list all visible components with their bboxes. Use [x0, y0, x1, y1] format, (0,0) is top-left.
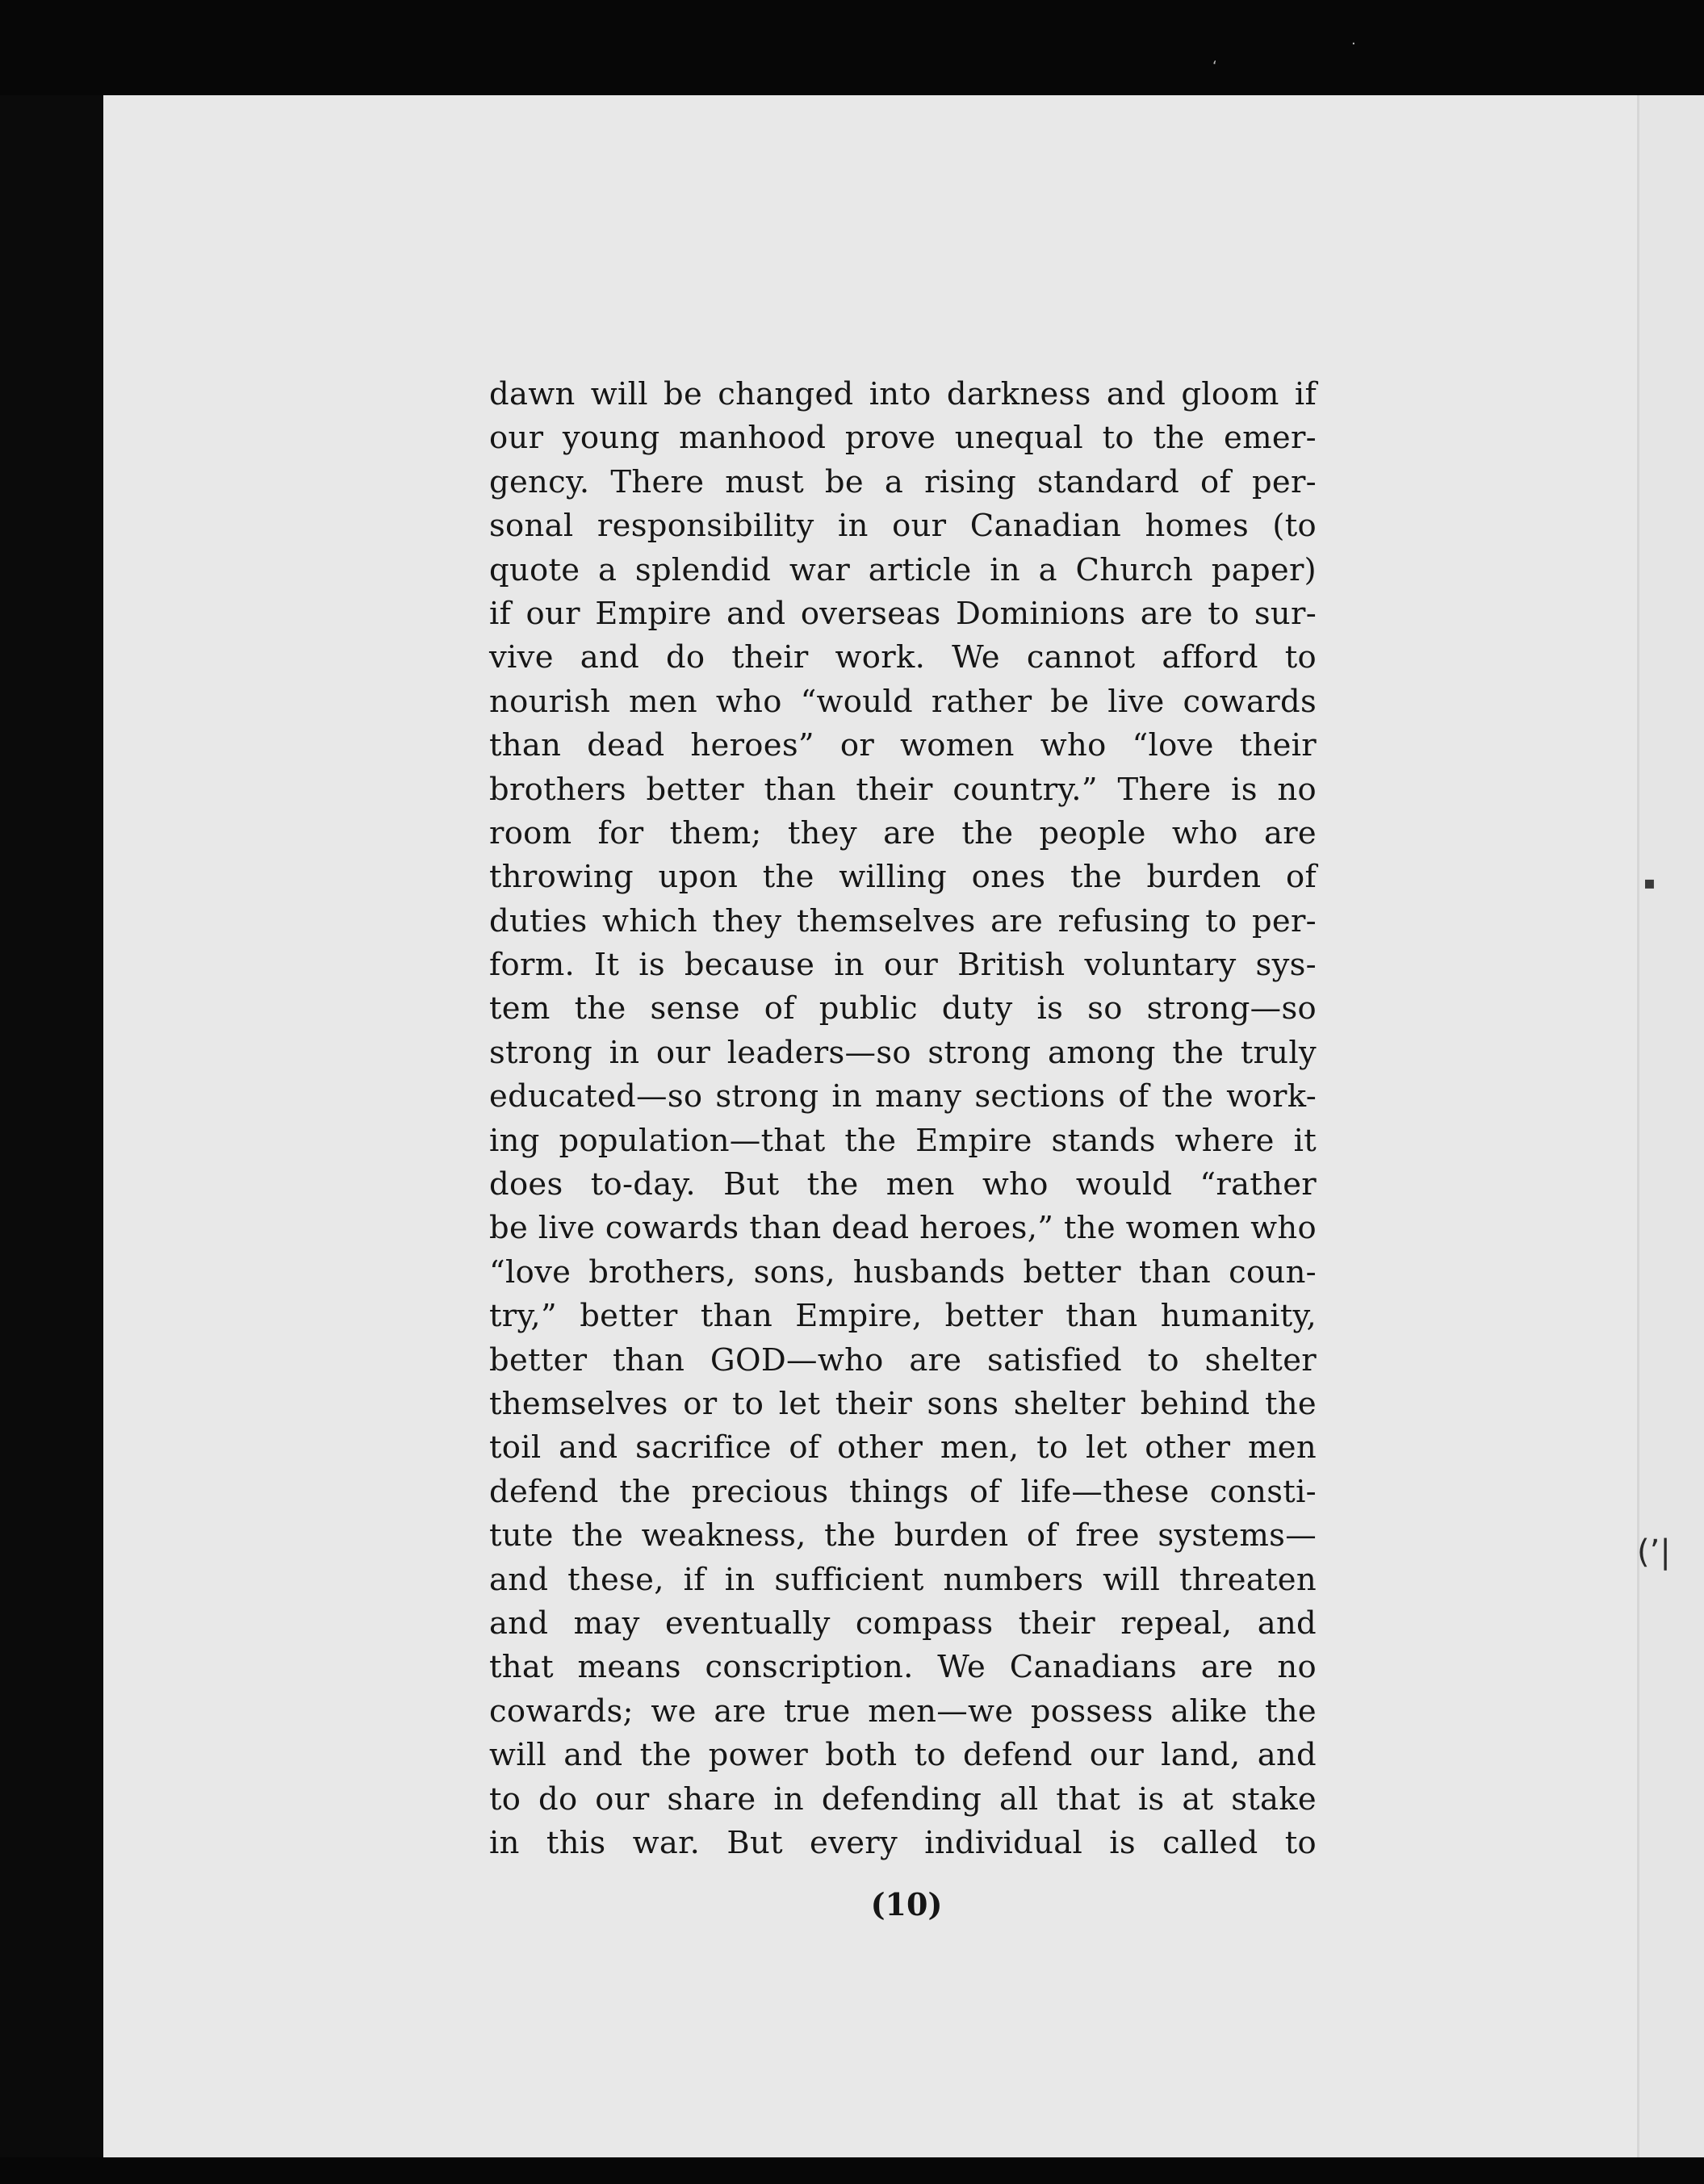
- scan-top-border: [0, 0, 1704, 95]
- text-line: cowards; we are true men—we possess alike the: [489, 1692, 1317, 1730]
- text-line: duties which they themselves are refusing to per-: [489, 902, 1317, 939]
- text-line: vive and do their work. We cannot afford to: [489, 639, 1317, 676]
- text-line: tem the sense of public duty is so strong—so: [489, 990, 1317, 1027]
- text-line: throwing upon the willing ones the burden of: [489, 859, 1317, 896]
- text-line: ing population—that the Empire stands where it: [489, 1122, 1317, 1159]
- text-line: our young manhood prove unequal to the emer-: [489, 420, 1317, 457]
- text-line: defend the precious things of life—these consti-: [489, 1473, 1317, 1510]
- text-line: be live cowards than dead heroes,” the women who: [489, 1210, 1317, 1247]
- text-line: brothers better than their country.” There is no: [489, 771, 1317, 808]
- text-line: dawn will be changed into darkness and gloom if: [489, 376, 1317, 412]
- text-line: tute the weakness, the burden of free systems—: [489, 1517, 1317, 1554]
- scan-bottom-border: [0, 2157, 1704, 2184]
- scan-speck: ▪: [1643, 873, 1656, 893]
- text-line: in this war. But every individual is called to: [489, 1824, 1317, 1861]
- text-line: educated—so strong in many sections of the work-: [489, 1078, 1317, 1115]
- scan-speck: ·: [1351, 36, 1356, 52]
- scan-speck: ‘: [1212, 58, 1217, 75]
- text-line: sonal responsibility in our Canadian homes (to: [489, 508, 1317, 545]
- text-line: does to-day. But the men who would “rather: [489, 1166, 1317, 1203]
- text-line: that means conscription. We Canadians are no: [489, 1649, 1317, 1686]
- facing-page-edge: [1637, 95, 1704, 2157]
- text-line: will and the power both to defend our land, and: [489, 1737, 1317, 1774]
- text-line: themselves or to let their sons shelter behind the: [489, 1385, 1317, 1422]
- text-line: “love brothers, sons, husbands better than coun-: [489, 1253, 1317, 1291]
- text-line: strong in our leaders—so strong among the truly: [489, 1034, 1317, 1071]
- scan-speck: (’|: [1637, 1533, 1671, 1571]
- text-line: and may eventually compass their repeal, and: [489, 1605, 1317, 1642]
- body-text: [489, 373, 1317, 1865]
- text-line: form. It is because in our British voluntary sys-: [489, 947, 1317, 984]
- text-line: room for them; they are the people who are: [489, 814, 1317, 851]
- text-line: quote a splendid war article in a Church paper): [489, 551, 1317, 588]
- text-line: to do our share in defending all that is at stake: [489, 1780, 1317, 1818]
- text-line: try,” better than Empire, better than humanity,: [489, 1298, 1317, 1335]
- text-line: better than GOD—who are satisfied to shelter: [489, 1341, 1317, 1379]
- text-line: toil and sacrifice of other men, to let other men: [489, 1429, 1317, 1466]
- text-line: nourish men who “would rather be live cowards: [489, 683, 1317, 720]
- text-line: than dead heroes” or women who “love their: [489, 727, 1317, 764]
- text-line: gency. There must be a rising standard of per-: [489, 463, 1317, 500]
- page-number: (10): [870, 1886, 943, 1923]
- text-line: and these, if in sufficient numbers will threaten: [489, 1561, 1317, 1598]
- text-line: if our Empire and overseas Dominions are to sur-: [489, 595, 1317, 632]
